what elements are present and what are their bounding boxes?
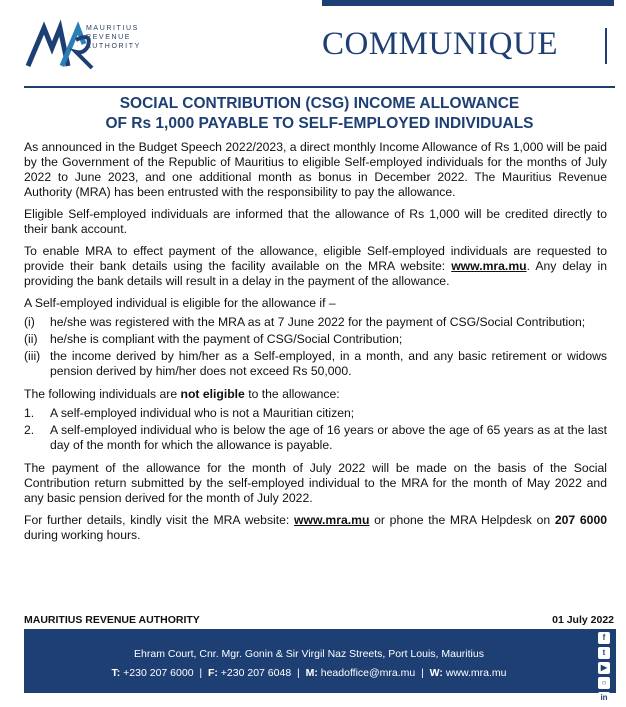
communique-body	[24, 140, 607, 550]
footer-contact: T: +230 207 6000 | F: +230 207 6048 | M: headoffice@mra.mu | W: www.mra.mu	[111, 667, 507, 679]
list-item: 1. A self-employed individual who is not a Mauritian citizen;	[24, 406, 355, 420]
linkedin-icon[interactable]: in	[598, 692, 610, 704]
top-bar	[322, 0, 614, 6]
page-title	[24, 94, 615, 134]
paragraph-further-details: For further details, kindly visit the MRA website: www.mra.mu or phone the MRA Helpdesk on 207 6000 during working hours.	[24, 513, 607, 542]
mra-website-link[interactable]: www.mra.mu	[451, 259, 527, 273]
paragraph-credit: Eligible Self-employed individuals are informed that the allowance of Rs 1,000 will be credited directly to their bank account.	[24, 207, 607, 236]
list-item: 2. A self-employed individual who is below the age of 16 years or above the age of 65 years as at the last day of the month for which the allowance is payable.	[24, 423, 607, 452]
paragraph-not-eligible-intro: The following individuals are not eligible to the allowance:	[24, 387, 340, 401]
title-rule	[24, 86, 615, 88]
title-line-1: SOCIAL CONTRIBUTION (CSG) INCOME ALLOWANCE	[119, 95, 520, 112]
list-item: (ii) he/she is compliant with the payment of CSG/Social Contribution;	[24, 332, 403, 346]
social-icons	[598, 632, 610, 707]
footer-website-link[interactable]: www.mra.mu	[445, 667, 507, 679]
twitter-icon[interactable]: t	[598, 647, 610, 659]
footer-email-link[interactable]: headoffice@mra.mu	[320, 667, 416, 679]
facebook-icon[interactable]: f	[598, 632, 610, 644]
signature-org: MAURITIUS REVENUE AUTHORITY	[24, 614, 200, 626]
footer	[24, 629, 616, 702]
footer-address: Ehram Court, Cnr. Mgr. Gonin & Sir Virgil Naz Streets, Port Louis, Mauritius	[134, 648, 484, 660]
paragraph-eligibility-intro: A Self-employed individual is eligible for the allowance if –	[24, 296, 336, 310]
instagram-icon[interactable]: ○	[598, 677, 610, 689]
eligibility-list	[24, 315, 607, 379]
heading-divider	[605, 28, 607, 64]
paragraph-bank-details: To enable MRA to effect payment of the allowance, eligible Self-employed individuals are requested to provide their bank details using the facility available on the MRA website: www.mra.mu. Any delay in providing the bank details will result in a delay in the payment of the allowance.	[24, 244, 607, 288]
signature-row	[24, 614, 614, 626]
mra-website-link[interactable]: www.mra.mu	[294, 513, 370, 527]
communique-heading: COMMUNIQUE	[322, 26, 558, 62]
helpdesk-phone: 207 6000	[554, 513, 607, 527]
paragraph-announcement: As announced in the Budget Speech 2022/2023, a direct monthly Income Allowance of Rs 1,000 will be paid by the Government of the Republic of Mauritius to eligible Self-employed individuals for the months of July 2022 to June 2023, and one additional month as bonus in December 2022. The Mauritius Revenue Authority (MRA) has been entrusted with the responsibility to pay the allowance.	[24, 140, 607, 199]
list-item: (i) he/she was registered with the MRA as at 7 June 2022 for the payment of CSG/Social Contribution;	[24, 315, 586, 329]
not-eligible-list	[24, 406, 607, 453]
list-item: (iii) the income derived by him/her as a Self-employed, in a month, and any basic retirement or widows pension derived by him/her does not exceed Rs 50,000.	[24, 349, 607, 378]
logo-text: MAURITIUS REVENUE AUTHORITY	[86, 25, 141, 50]
header	[0, 0, 626, 90]
signature-date: 01 July 2022	[552, 614, 614, 626]
paragraph-payment-basis: The payment of the allowance for the month of July 2022 will be made on the basis of the Social Contribution return submitted by the self-employed individual to the MRA for the month of May 2022 and any basic pension derived for the month of July 2022.	[24, 461, 607, 505]
youtube-icon[interactable]: ▶	[598, 662, 610, 674]
title-line-2: OF Rs 1,000 PAYABLE TO SELF-EMPLOYED INDIVIDUALS	[105, 115, 534, 132]
